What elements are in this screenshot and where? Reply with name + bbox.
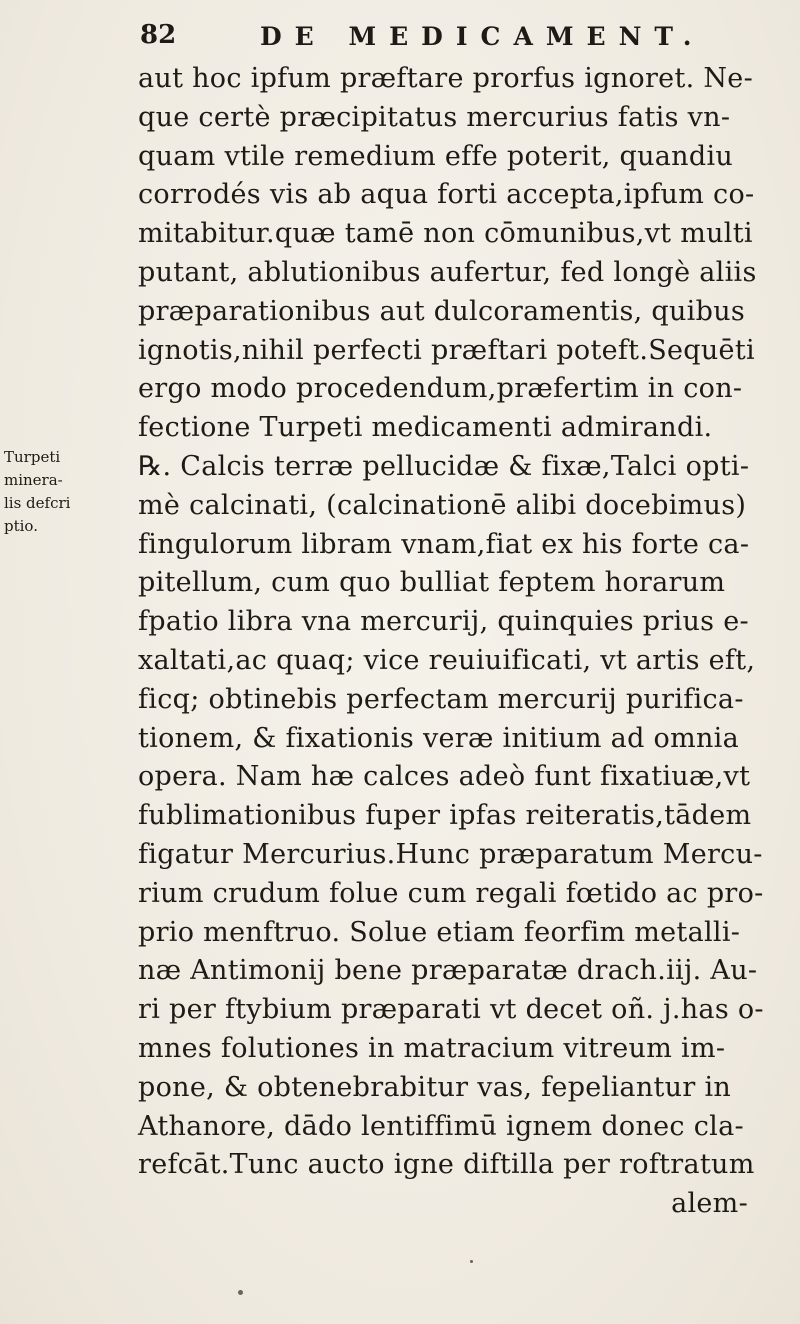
text-line: ℞. Calcis terræ pellucidæ & fixæ,Talci opti- xyxy=(138,450,750,482)
page-number: 82 xyxy=(140,20,177,50)
text-line: mnes folutiones in matracium vitreum im- xyxy=(138,1032,726,1064)
body-text xyxy=(138,60,788,1224)
margin-note-line: minera- xyxy=(4,471,63,489)
text-line: mè calcinati, (calcinationē alibi docebimus) xyxy=(138,489,747,521)
text-line: næ Antimonij bene præparatæ drach.iij. Au- xyxy=(138,955,758,987)
margin-note-line: ptio. xyxy=(4,517,38,535)
text-line: opera. Nam hæ calces adeò funt fixatiuæ,vt xyxy=(138,761,751,793)
text-line: præparationibus aut dulcoramentis, quibus xyxy=(138,295,746,327)
running-head: DE MEDICAMENT. xyxy=(260,22,705,51)
text-line: pone, & obtenebrabitur vas, fepeliantur in xyxy=(138,1071,732,1103)
text-line: rium crudum folue cum regali fœtido ac pro- xyxy=(138,877,764,909)
margin-note-line: lis defcri xyxy=(4,494,71,512)
margin-note xyxy=(4,446,130,538)
text-line: prio menftruo. Solue etiam feorfim metalli- xyxy=(138,916,741,948)
text-line: ri per ftybium præparati vt decet oñ. j.has o- xyxy=(138,994,764,1026)
text-line: corrodés vis ab aqua forti accepta,ipfum co- xyxy=(138,179,755,211)
text-line: mitabitur.quæ tamē non cōmunibus,vt multi xyxy=(138,218,753,250)
text-line: aut hoc ipfum præftare prorfus ignoret. Ne- xyxy=(138,63,753,94)
text-line: fingulorum libram vnam,fiat ex his forte ca- xyxy=(138,528,750,560)
text-line: tionem, & fixationis veræ initium ad omnia xyxy=(138,722,740,754)
text-line: fpatio libra vna mercurij, quinquies prius e- xyxy=(138,606,749,638)
text-line: fublimationibus fuper ipfas reiteratis,tādem xyxy=(138,800,752,832)
text-line: quam vtile remedium effe poterit, quandiu xyxy=(138,140,734,172)
text-line: xaltati,ac quaq; vice reuiuificati, vt artis eft, xyxy=(138,644,756,676)
ink-speck xyxy=(470,1260,473,1263)
page-header xyxy=(140,16,780,64)
text-line: Athanore, dādo lentiffimū ignem donec cla- xyxy=(138,1110,744,1142)
text-line: fectione Turpeti medicamenti admirandi. xyxy=(138,412,713,444)
text-line: ergo modo procedendum,præfertim in con- xyxy=(138,373,743,405)
catchword-line: alem- xyxy=(671,1188,748,1220)
text-line: pitellum, cum quo bulliat feptem horarum xyxy=(138,567,726,599)
text-line: figatur Mercurius.Hunc præparatum Mercu- xyxy=(138,838,763,870)
text-line: putant, ablutionibus aufertur, fed longè aliis xyxy=(138,256,757,288)
text-line: que certè præcipitatus mercurius fatis vn- xyxy=(138,101,731,133)
text-line: ficq; obtinebis perfectam mercurij purifica- xyxy=(138,683,744,715)
margin-note-line: Turpeti xyxy=(4,448,61,466)
ink-speck xyxy=(238,1290,243,1295)
text-line: refcāt.Tunc aucto igne diftilla per roftratum xyxy=(138,1149,755,1181)
text-line: ignotis,nihil perfecti præftari poteft.Sequēti xyxy=(138,334,755,366)
